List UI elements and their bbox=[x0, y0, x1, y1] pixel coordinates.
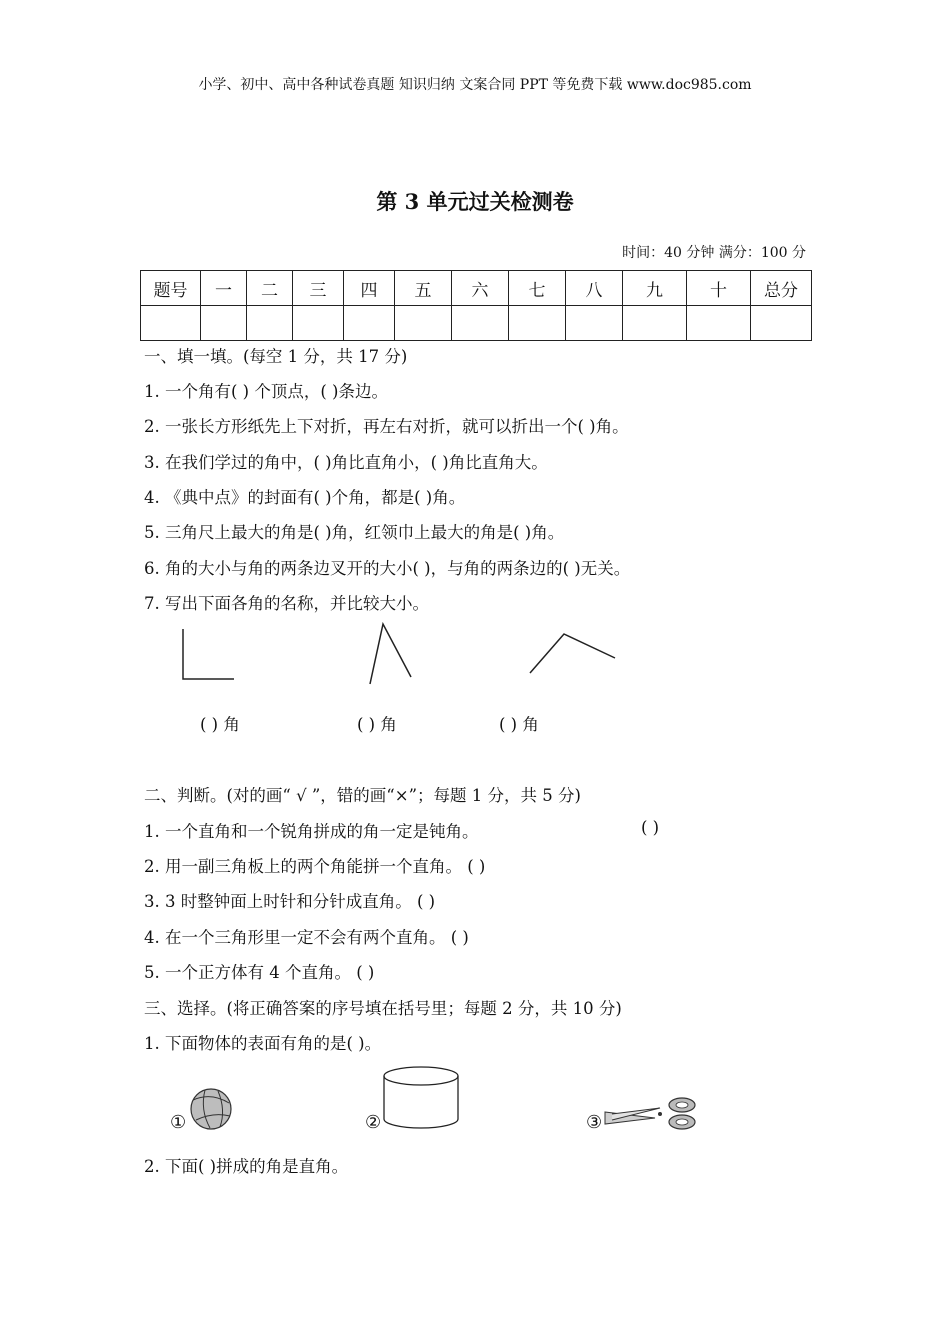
section1-heading: 一、填一填。(每空 1 分，共 17 分) bbox=[144, 347, 408, 366]
angle-label-3: ( ) 角 bbox=[499, 715, 539, 734]
score-header-cell: 总分 bbox=[751, 271, 812, 306]
time-score-info: 时间：40 分钟 满分：100 分 bbox=[622, 245, 806, 261]
question-2-1-answer: ( ) bbox=[641, 818, 660, 837]
question-2-2: 2. 用一副三角板上的两个角能拼一个直角。 ( ) bbox=[144, 857, 486, 876]
score-header-cell: 三 bbox=[293, 271, 344, 306]
angle-label-1: ( ) 角 bbox=[200, 715, 240, 734]
question-3-1: 1. 下面物体的表面有角的是( )。 bbox=[144, 1034, 382, 1053]
question-1-6: 6. 角的大小与角的两条边叉开的大小( )，与角的两条边的( )无关。 bbox=[144, 559, 631, 578]
question-1-5: 5. 三角尺上最大的角是( )角，红领巾上最大的角是( )角。 bbox=[144, 523, 565, 542]
option-1-label: ① bbox=[170, 1112, 187, 1133]
score-header-cell: 题号 bbox=[141, 271, 201, 306]
question-1-1: 1. 一个角有( ) 个顶点，( )条边。 bbox=[144, 382, 388, 401]
ball-icon bbox=[191, 1089, 231, 1129]
question-1-2: 2. 一张长方形纸先上下对折，再左右对折，就可以折出一个( )角。 bbox=[144, 417, 629, 436]
cylinder-icon bbox=[384, 1067, 458, 1128]
score-header-cell: 九 bbox=[623, 271, 687, 306]
section3-heading: 三、选择。(将正确答案的序号填在括号里；每题 2 分，共 10 分) bbox=[144, 999, 622, 1018]
score-header-cell: 十 bbox=[687, 271, 751, 306]
score-header-cell: 六 bbox=[452, 271, 509, 306]
angle-label-2: ( ) 角 bbox=[357, 715, 397, 734]
question-2-1: 1. 一个直角和一个锐角拼成的角一定是钝角。 bbox=[144, 822, 479, 841]
page-title: 第 3 单元过关检测卷 bbox=[376, 189, 574, 214]
question-1-3: 3. 在我们学过的角中，( )角比直角小，( )角比直角大。 bbox=[144, 453, 548, 472]
question-2-3: 3. 3 时整钟面上时针和分针成直角。 ( ) bbox=[144, 892, 436, 911]
score-header-cell: 五 bbox=[395, 271, 452, 306]
question-2-5: 5. 一个正方体有 4 个直角。 ( ) bbox=[144, 963, 375, 982]
question-1-7: 7. 写出下面各角的名称，并比较大小。 bbox=[144, 594, 429, 613]
option-2-label: ② bbox=[365, 1112, 382, 1133]
score-header-cell: 一 bbox=[201, 271, 247, 306]
score-header-cell: 八 bbox=[566, 271, 623, 306]
score-header-cell: 七 bbox=[509, 271, 566, 306]
page-header: 小学、初中、高中各种试卷真题 知识归纳 文案合同 PPT 等免费下载 www.doc985.com bbox=[198, 77, 752, 93]
question-2-4: 4. 在一个三角形里一定不会有两个直角。 ( ) bbox=[144, 928, 469, 947]
question-3-2: 2. 下面( )拼成的角是直角。 bbox=[144, 1157, 349, 1176]
score-header-cell: 二 bbox=[247, 271, 293, 306]
score-header-cell: 四 bbox=[344, 271, 395, 306]
scissors-icon bbox=[605, 1098, 695, 1129]
option-3-label: ③ bbox=[586, 1112, 603, 1133]
section2-heading: 二、判断。(对的画“ √ ”，错的画“×”；每题 1 分，共 5 分) bbox=[144, 786, 581, 805]
question-1-4: 4. 《典中点》的封面有( )个角，都是( )角。 bbox=[144, 488, 466, 507]
